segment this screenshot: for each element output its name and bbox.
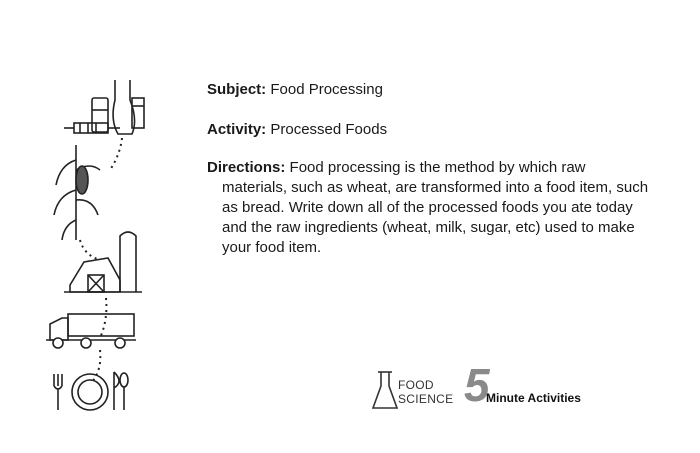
minute-activities-label: Minute Activities [486, 391, 581, 405]
directions-first-line: Food processing is the method by which raw [285, 159, 586, 176]
food-science-line-2: SCIENCE [398, 392, 454, 406]
truck-icon [46, 314, 136, 348]
directions-label: Directions: [207, 159, 286, 176]
lab-glassware-icon [92, 80, 144, 134]
subject-value: Food Processing [266, 81, 383, 98]
logo-number: 5 [464, 359, 490, 411]
subject-label: Subject: [207, 81, 267, 98]
food-science-label [398, 378, 453, 406]
food-chain-illustration [40, 70, 150, 420]
food-science-line-1: FOOD [398, 378, 434, 392]
activity-label: Activity: [207, 121, 267, 138]
corn-stalk-icon [54, 145, 100, 240]
activity-value: Processed Foods [266, 121, 388, 138]
directions-block [207, 158, 657, 258]
place-setting-icon [54, 372, 128, 410]
activity-line [207, 120, 387, 140]
directions-text: materials, such as wheat, are transformed into a food item, such as bread. Write down all of the processed foods you ate today and the raw ingredients (wheat, milk, sugar, etc) used to make your food item. [222, 179, 649, 256]
subject-line [207, 80, 383, 100]
barn-silo-icon [64, 232, 142, 292]
flask-icon [373, 372, 397, 408]
